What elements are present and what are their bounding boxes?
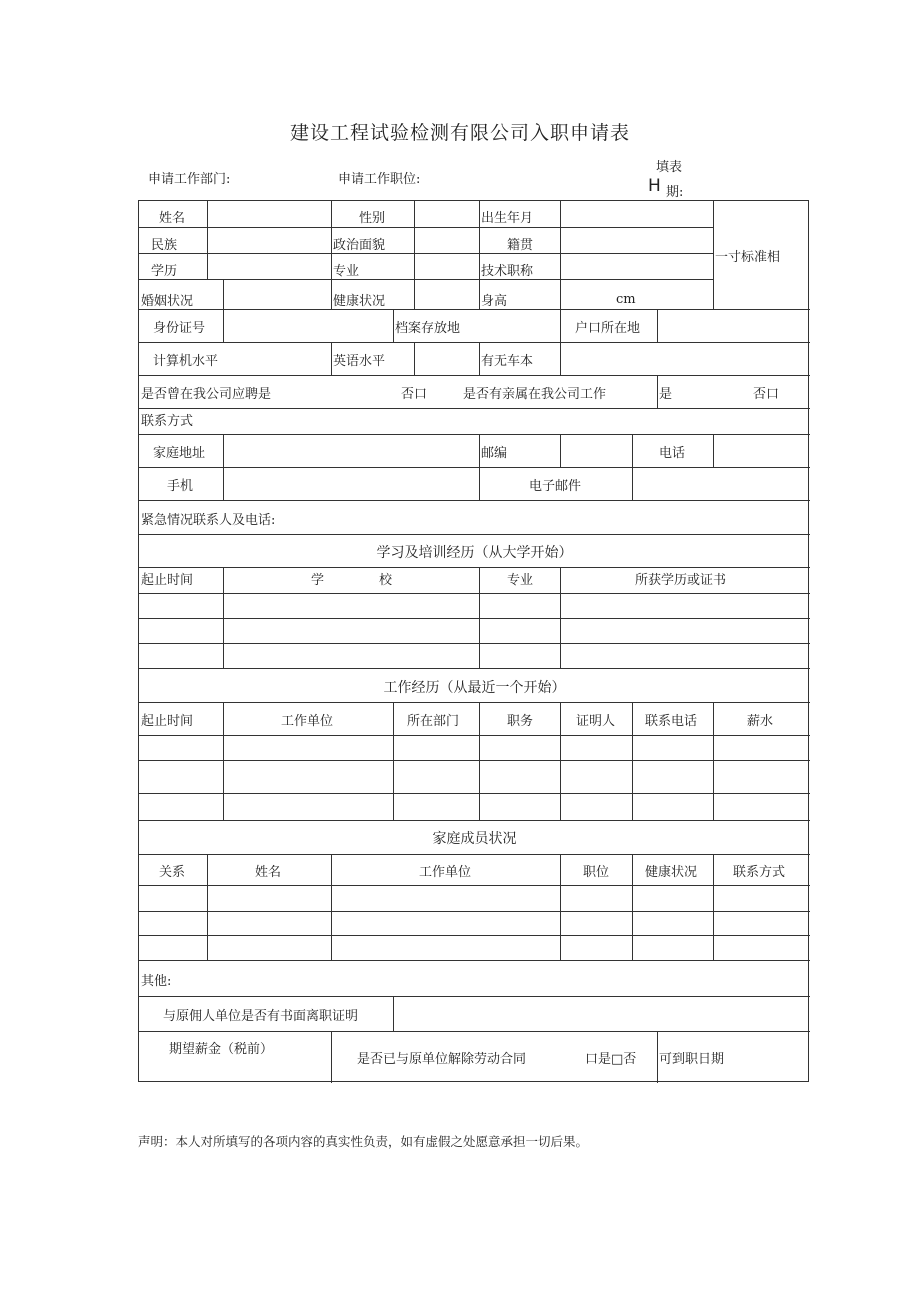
work-col-role: 职务 <box>507 714 534 729</box>
label-archive: 档案存放地 <box>395 321 461 336</box>
label-health: 健康状况 <box>333 294 386 309</box>
work-col-period: 起止时间 <box>141 714 194 729</box>
label-car: 有无车本 <box>481 354 534 369</box>
label-phone: 电话 <box>659 446 686 461</box>
family-col-name: 姓名 <box>255 865 282 880</box>
application-form <box>138 200 809 1082</box>
label-major: 专业 <box>333 264 360 279</box>
label-title-rank: 技术职称 <box>481 264 534 279</box>
label-postcode: 邮编 <box>481 446 508 461</box>
work-section-title: 工作经历（从最近一个开始） <box>383 680 566 696</box>
label-start-date: 可到职日期 <box>659 1052 725 1067</box>
work-col-phone: 联系电话 <box>645 714 698 729</box>
photo-placeholder: 一寸标准相 <box>715 250 781 265</box>
work-col-dept: 所在部门 <box>407 714 460 729</box>
label-english: 英语水平 <box>333 354 386 369</box>
label-other: 其他: <box>141 974 172 989</box>
label-contact: 联系方式 <box>141 414 194 429</box>
label-applied-before: 是否曾在我公司应聘是 <box>141 387 272 402</box>
edu-col-school-2: 校 <box>379 573 393 588</box>
work-col-reference: 证明人 <box>576 714 616 729</box>
label-email: 电子邮件 <box>529 479 582 494</box>
family-col-employer: 工作单位 <box>419 865 472 880</box>
edu-col-major: 专业 <box>507 573 534 588</box>
family-section-title: 家庭成员状况 <box>432 831 517 847</box>
edu-col-degree: 所获学历或证书 <box>635 573 727 588</box>
fill-date-h: H <box>648 176 661 196</box>
work-col-employer: 工作单位 <box>281 714 334 729</box>
label-native-place: 籍贯 <box>507 238 534 253</box>
declaration-statement: 声明：本人对所填写的各项内容的真实性负责，如有虚假之处愿意承担一切后果。 <box>138 1134 589 1149</box>
contract-yes-no-option: 口是□否 <box>585 1052 637 1067</box>
relatives-no-option: 否口 <box>753 387 780 402</box>
edu-col-school-1: 学 <box>311 573 325 588</box>
label-resignation-proof: 与原佣人单位是否有书面离职证明 <box>163 1009 359 1024</box>
label-ethnicity: 民族 <box>151 238 178 253</box>
edu-col-period: 起止时间 <box>141 573 194 588</box>
label-relatives: 是否有亲属在我公司工作 <box>463 387 607 402</box>
work-col-salary: 薪水 <box>747 714 774 729</box>
label-expected-salary: 期望薪金（税前） <box>169 1042 274 1057</box>
height-unit: cm <box>616 292 636 307</box>
family-col-health: 健康状况 <box>645 865 698 880</box>
label-contract-terminated: 是否已与原单位解除劳动合同 <box>357 1052 527 1067</box>
family-col-relation: 关系 <box>159 865 186 880</box>
page-title: 建设工程试验检测有限公司入职申请表 <box>289 122 630 144</box>
family-col-contact: 联系方式 <box>733 865 786 880</box>
label-name: 姓名 <box>159 211 186 226</box>
position-label: 申请工作职位: <box>338 172 421 187</box>
education-section-title: 学习及培训经历（从大学开始） <box>376 545 573 561</box>
family-col-role: 职位 <box>583 865 610 880</box>
fill-date-label-bottom: 期: <box>666 185 684 200</box>
label-hukou: 户口所在地 <box>575 321 641 336</box>
fill-date-label-top: 填表 <box>656 160 683 175</box>
label-marital: 婚姻状况 <box>141 294 194 309</box>
label-birth: 出生年月 <box>481 211 534 226</box>
label-mobile: 手机 <box>167 479 194 494</box>
department-label: 申请工作部门: <box>148 172 231 187</box>
label-education: 学历 <box>151 264 178 279</box>
label-height: 身高 <box>481 294 508 309</box>
label-political: 政治面貌 <box>333 238 386 253</box>
label-emergency: 紧急情况联系人及电话: <box>141 513 276 528</box>
relatives-yes-option: 是 <box>659 387 673 402</box>
label-computer: 计算机水平 <box>153 354 219 369</box>
label-address: 家庭地址 <box>153 446 206 461</box>
label-gender: 性别 <box>359 211 386 226</box>
applied-no-option: 否口 <box>401 387 428 402</box>
label-id-number: 身份证号 <box>153 321 206 336</box>
